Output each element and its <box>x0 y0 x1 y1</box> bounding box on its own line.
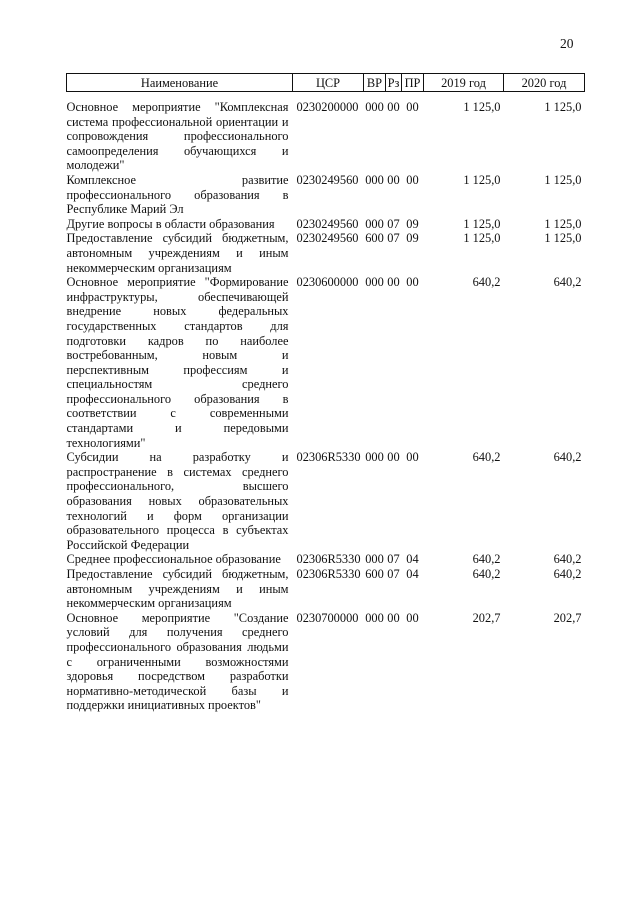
cell-y2019: 640,2 <box>472 275 501 290</box>
budget-table <box>66 73 585 713</box>
cell-csr: 02306R5330 <box>296 552 361 567</box>
cell-y2020: 1 125,0 <box>544 231 582 246</box>
header-csr: ЦСР <box>293 74 364 92</box>
header-name: Наименование <box>67 74 293 92</box>
table-row <box>67 173 585 217</box>
cell-rz: 07 <box>387 231 400 246</box>
cell-y2020: 1 125,0 <box>544 172 582 187</box>
cell-y2020: 640,2 <box>553 552 582 567</box>
cell-y2019: 640,2 <box>472 567 501 581</box>
cell-y2019: 1 125,0 <box>463 100 501 114</box>
cell-rz: 00 <box>387 450 400 465</box>
cell-csr: 0230249560 <box>296 216 359 231</box>
table-header-row <box>67 74 585 92</box>
cell-vr: 000 <box>365 450 384 465</box>
cell-name: Предоставление субсидий бюджетным, автономным учреждениям и иным некоммерческим организациям <box>66 567 289 611</box>
table-row <box>67 275 585 450</box>
cell-pr: 09 <box>406 231 419 246</box>
table-row <box>67 231 585 275</box>
cell-pr: 00 <box>406 172 419 187</box>
header-2020: 2020 год <box>504 74 585 92</box>
cell-y2020: 640,2 <box>553 567 582 581</box>
cell-vr: 600 <box>365 231 384 246</box>
table-row <box>67 92 585 173</box>
cell-pr: 04 <box>406 552 419 567</box>
cell-csr: 0230700000 <box>296 610 359 625</box>
cell-name: Среднее профессиональное образование <box>66 552 281 567</box>
cell-y2020: 640,2 <box>553 275 582 290</box>
cell-y2019: 1 125,0 <box>463 231 501 246</box>
table-row <box>67 450 585 552</box>
cell-name: Комплексное развитие профессионального образования в Республике Марий Эл <box>66 172 289 217</box>
cell-csr: 0230249560 <box>296 231 359 246</box>
cell-vr: 000 <box>365 216 384 231</box>
cell-name: Другие вопросы в области образования <box>66 216 275 231</box>
cell-pr: 00 <box>406 610 419 625</box>
header-rz: Рз <box>386 74 402 92</box>
cell-vr: 000 <box>365 275 384 290</box>
page-number: 20 <box>560 36 574 51</box>
cell-name: Основное мероприятие "Формирование инфраструктуры, обеспечивающей внедрение новых федеральных государственных стандартов для подготовки кадров по наиболее востребованным, новым и перспективным профессиям и специальностям среднего профессионального образования в соответствии с современными стандартами и передовыми технологиями" <box>66 275 289 450</box>
table-body <box>67 92 585 713</box>
cell-rz: 00 <box>387 172 400 187</box>
cell-y2019: 640,2 <box>472 552 501 567</box>
cell-pr: 04 <box>406 567 419 581</box>
cell-y2020: 202,7 <box>553 610 582 625</box>
cell-rz: 07 <box>387 567 400 581</box>
cell-pr: 00 <box>406 275 419 290</box>
table-row <box>67 611 585 713</box>
cell-name: Основное мероприятие "Создание условий для получения среднего профессионального образования людьми с ограниченными возможностями здоровья посредством разработки нормативно-методической базы и поддержки инициативных проектов" <box>66 610 289 713</box>
cell-rz: 07 <box>387 216 400 231</box>
cell-csr: 02306R5330 <box>296 450 361 465</box>
cell-csr: 0230600000 <box>296 275 359 290</box>
cell-pr: 09 <box>406 216 419 231</box>
cell-y2019: 202,7 <box>472 610 501 625</box>
header-pr: ПР <box>402 74 424 92</box>
cell-rz: 00 <box>387 100 400 114</box>
cell-vr: 000 <box>365 552 384 567</box>
header-2019: 2019 год <box>424 74 504 92</box>
cell-name: Предоставление субсидий бюджетным, автономным учреждениям и иным некоммерческим организациям <box>66 231 289 275</box>
cell-vr: 600 <box>365 567 384 581</box>
cell-rz: 00 <box>387 275 400 290</box>
header-vr: ВР <box>364 74 386 92</box>
cell-name: Субсидии на разработку и распространение в системах среднего профессионального, высшего образования новых образовательных технологий и форм организации образовательного процесса в субъектах Российской Федерации <box>66 450 289 552</box>
cell-rz: 07 <box>387 552 400 567</box>
cell-csr: 0230249560 <box>296 172 359 187</box>
cell-y2019: 1 125,0 <box>463 172 501 187</box>
cell-vr: 000 <box>365 610 384 625</box>
cell-y2019: 1 125,0 <box>463 216 501 231</box>
cell-vr: 000 <box>365 172 384 187</box>
cell-pr: 00 <box>406 100 419 114</box>
cell-csr: 0230200000 <box>296 100 359 114</box>
cell-vr: 000 <box>365 100 384 114</box>
table-row <box>67 567 585 611</box>
table-row <box>67 552 585 567</box>
cell-y2020: 1 125,0 <box>544 100 582 114</box>
cell-y2020: 1 125,0 <box>544 216 582 231</box>
cell-y2019: 640,2 <box>472 450 501 465</box>
cell-y2020: 640,2 <box>553 450 582 465</box>
cell-pr: 00 <box>406 450 419 465</box>
cell-csr: 02306R5330 <box>296 567 361 581</box>
table-row <box>67 217 585 232</box>
cell-name: Основное мероприятие "Комплексная система профессиональной ориентации и сопровождения профессионального самоопределения обучающихся и молодежи" <box>66 100 289 173</box>
cell-rz: 00 <box>387 610 400 625</box>
